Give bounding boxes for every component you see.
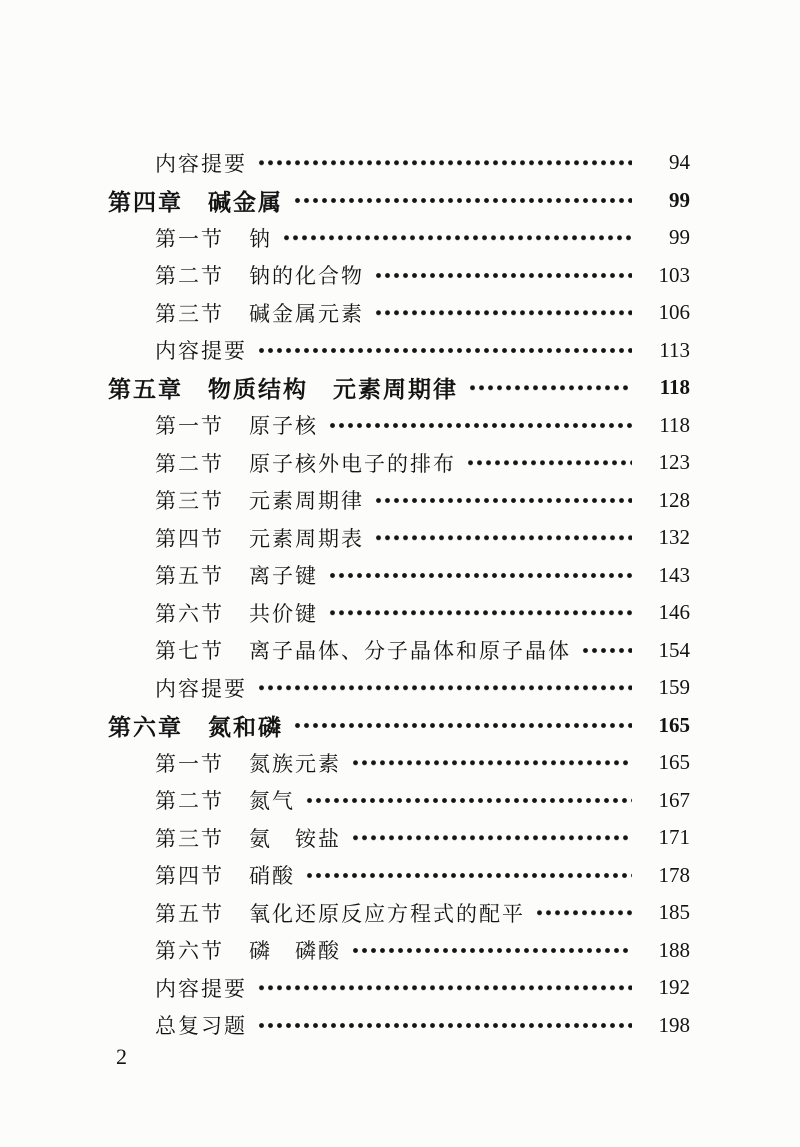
toc-list (108, 144, 690, 1044)
entry-title: 原子核 (249, 414, 318, 439)
entry-page-number: 143 (658, 562, 690, 587)
dot-leader (256, 669, 632, 707)
entry-page-number: 159 (658, 675, 690, 700)
entry-title: 元素周期律 (249, 489, 364, 514)
entry-page-number: 132 (658, 525, 690, 550)
dot-leader (256, 969, 632, 1007)
entry-title: 氧化还原反应方程式的配平 (249, 901, 525, 926)
entry-page-number: 165 (658, 712, 690, 737)
section-number: 第二节 (155, 789, 224, 814)
section-number: 第四节 (155, 526, 224, 551)
section-number: 第五节 (155, 901, 224, 926)
section-number: 第五节 (155, 564, 224, 589)
dot-leader (467, 369, 632, 407)
entry-page-number: 128 (658, 487, 690, 512)
dot-leader (350, 819, 632, 857)
dot-leader (292, 707, 632, 745)
section-number: 第三节 (155, 826, 224, 851)
toc-entry (108, 257, 690, 295)
entry-page-number: 113 (659, 337, 690, 362)
entry-page-number: 99 (669, 187, 690, 212)
section-number: 第三节 (155, 301, 224, 326)
section-number: 第四节 (155, 864, 224, 889)
entry-title: 磷 磷酸 (249, 939, 341, 964)
entry-page-number: 188 (658, 937, 690, 962)
dot-leader (373, 294, 632, 332)
entry-title: 内容提要 (155, 976, 247, 1001)
dot-leader (373, 257, 632, 295)
folio-page-number: 2 (116, 1044, 127, 1069)
entry-title: 钠的化合物 (249, 264, 364, 289)
toc-entry (108, 669, 690, 707)
entry-title: 氨 铵盐 (249, 826, 341, 851)
entry-page-number: 198 (658, 1012, 690, 1037)
entry-page-number: 154 (658, 637, 690, 662)
entry-title: 共价键 (249, 601, 318, 626)
section-number: 第一节 (155, 414, 224, 439)
entry-page-number: 123 (658, 450, 690, 475)
toc-entry (108, 407, 690, 445)
entry-page-number: 185 (658, 900, 690, 925)
dot-leader (327, 557, 632, 595)
entry-page-number: 118 (659, 375, 690, 400)
entry-title: 内容提要 (155, 339, 247, 364)
chapter-number: 第六章 (108, 713, 183, 740)
dot-leader (292, 182, 632, 220)
chapter-number: 第四章 (108, 188, 183, 215)
toc-entry (108, 594, 690, 632)
entry-page-number: 103 (658, 262, 690, 287)
dot-leader (256, 332, 632, 370)
entry-page-number: 106 (658, 300, 690, 325)
entry-page-number: 167 (658, 787, 690, 812)
section-number: 第二节 (155, 451, 224, 476)
entry-title: 氮气 (249, 789, 295, 814)
toc-entry (108, 519, 690, 557)
toc-entry (108, 744, 690, 782)
toc-entry (108, 557, 690, 595)
entry-title: 离子晶体、分子晶体和原子晶体 (249, 639, 571, 664)
dot-leader (281, 219, 632, 257)
toc-entry (108, 819, 690, 857)
toc-entry (108, 932, 690, 970)
entry-page-number: 118 (659, 412, 690, 437)
entry-title: 内容提要 (155, 676, 247, 701)
dot-leader (256, 144, 632, 182)
section-number: 第三节 (155, 489, 224, 514)
entry-title: 物质结构 元素周期律 (208, 376, 458, 403)
section-number: 第六节 (155, 601, 224, 626)
dot-leader (350, 932, 632, 970)
toc-entry (108, 444, 690, 482)
dot-leader (327, 407, 632, 445)
entry-title: 离子键 (249, 564, 318, 589)
toc-entry (108, 294, 690, 332)
entry-title: 硝酸 (249, 864, 295, 889)
entry-page-number: 94 (669, 150, 690, 175)
toc-entry (108, 332, 690, 370)
dot-leader (256, 1007, 632, 1045)
entry-page-number: 165 (658, 750, 690, 775)
dot-leader (373, 519, 632, 557)
toc-entry (108, 1007, 690, 1045)
entry-title: 氮和磷 (208, 713, 283, 740)
toc-entry (108, 969, 690, 1007)
dot-leader (534, 894, 632, 932)
entry-title: 碱金属 (208, 188, 283, 215)
chapter-number: 第五章 (108, 376, 183, 403)
entry-title: 原子核外电子的排布 (249, 451, 456, 476)
section-number: 第一节 (155, 226, 224, 251)
toc-entry (108, 632, 690, 670)
entry-title: 内容提要 (155, 151, 247, 176)
entry-page-number: 171 (658, 825, 690, 850)
dot-leader (350, 744, 632, 782)
toc-entry (108, 144, 690, 182)
section-number: 第二节 (155, 264, 224, 289)
entry-title: 钠 (249, 226, 272, 251)
toc-entry (108, 707, 690, 745)
dot-leader (304, 857, 632, 895)
entry-page-number: 146 (658, 600, 690, 625)
dot-leader (373, 482, 632, 520)
toc-entry (108, 182, 690, 220)
section-number: 第一节 (155, 751, 224, 776)
toc-entry (108, 857, 690, 895)
entry-title: 总复习题 (155, 1014, 247, 1039)
entry-page-number: 178 (658, 862, 690, 887)
dot-leader (327, 594, 632, 632)
dot-leader (580, 632, 632, 670)
entry-title: 元素周期表 (249, 526, 364, 551)
toc-entry (108, 482, 690, 520)
toc-entry (108, 894, 690, 932)
section-number: 第七节 (155, 639, 224, 664)
entry-title: 氮族元素 (249, 751, 341, 776)
dot-leader (465, 444, 632, 482)
toc-entry (108, 369, 690, 407)
entry-title: 碱金属元素 (249, 301, 364, 326)
section-number: 第六节 (155, 939, 224, 964)
entry-page-number: 192 (658, 975, 690, 1000)
toc-entry (108, 782, 690, 820)
toc-entry (108, 219, 690, 257)
entry-page-number: 99 (669, 225, 690, 250)
dot-leader (304, 782, 632, 820)
